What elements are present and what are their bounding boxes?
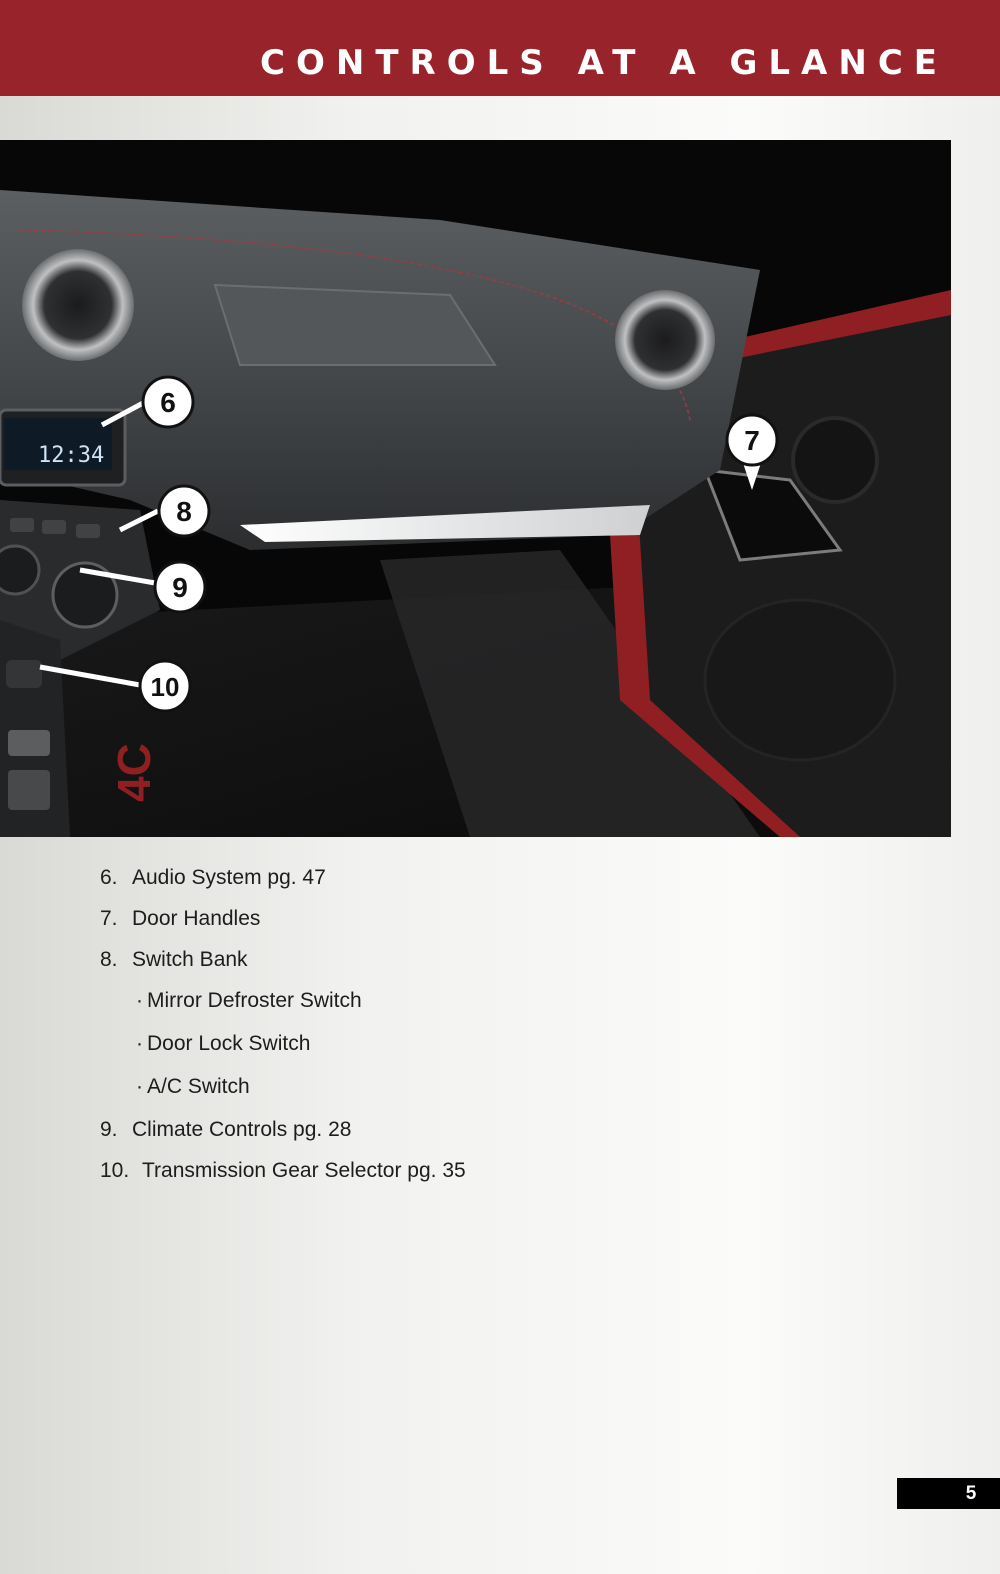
bullet-icon: · — [136, 1032, 143, 1055]
callout-7 — [727, 415, 777, 465]
page-number: 5 — [965, 1483, 977, 1504]
item-label: Door Handles — [132, 907, 261, 930]
sub-list-item — [100, 1071, 700, 1114]
item-number: 10. — [100, 1159, 130, 1182]
right-vent-icon — [615, 290, 715, 390]
sub-list-item — [100, 1028, 700, 1071]
list-item — [100, 944, 700, 985]
dashboard-photo — [0, 140, 951, 837]
item-label: Climate Controls pg. 28 — [132, 1118, 352, 1141]
svg-text:6: 6 — [160, 387, 176, 418]
list-item — [100, 1155, 700, 1196]
svg-text:7: 7 — [744, 425, 760, 456]
item-number: 7. — [100, 907, 118, 930]
bullet-icon: · — [136, 989, 143, 1012]
item-label: Transmission Gear Selector pg. 35 — [142, 1159, 466, 1182]
display-time: 12:34 — [38, 443, 105, 468]
item-label: Audio System pg. 47 — [132, 866, 326, 889]
switch-bank — [76, 524, 100, 538]
item-number: 8. — [100, 948, 118, 971]
floor-badge: 4C — [108, 743, 160, 802]
door-speaker-icon — [793, 418, 877, 502]
sub-list-item — [100, 985, 700, 1028]
left-vent-icon — [22, 249, 134, 361]
sub-item-label: Mirror Defroster Switch — [147, 989, 362, 1012]
sub-item-label: A/C Switch — [147, 1075, 250, 1098]
callout-6 — [143, 377, 193, 427]
list-item — [100, 862, 700, 903]
svg-text:8: 8 — [176, 496, 192, 527]
item-number: 6. — [100, 866, 118, 889]
callout-9 — [155, 562, 205, 612]
controls-legend — [100, 862, 700, 1196]
list-item — [100, 903, 700, 944]
svg-text:10: 10 — [150, 672, 180, 702]
page-header — [0, 0, 1000, 96]
callout-8 — [159, 486, 209, 536]
item-label: Switch Bank — [132, 948, 248, 971]
list-item — [100, 1114, 700, 1155]
item-number: 9. — [100, 1118, 118, 1141]
dashboard-illustration — [0, 140, 951, 837]
page-number-box — [897, 1478, 1000, 1509]
page-title: CONTROLS AT A GLANCE — [260, 43, 948, 83]
callout-10 — [140, 661, 190, 711]
svg-text:9: 9 — [172, 572, 188, 603]
gear-button-icon — [6, 660, 42, 688]
bullet-icon: · — [136, 1075, 143, 1098]
sub-item-label: Door Lock Switch — [147, 1032, 311, 1055]
